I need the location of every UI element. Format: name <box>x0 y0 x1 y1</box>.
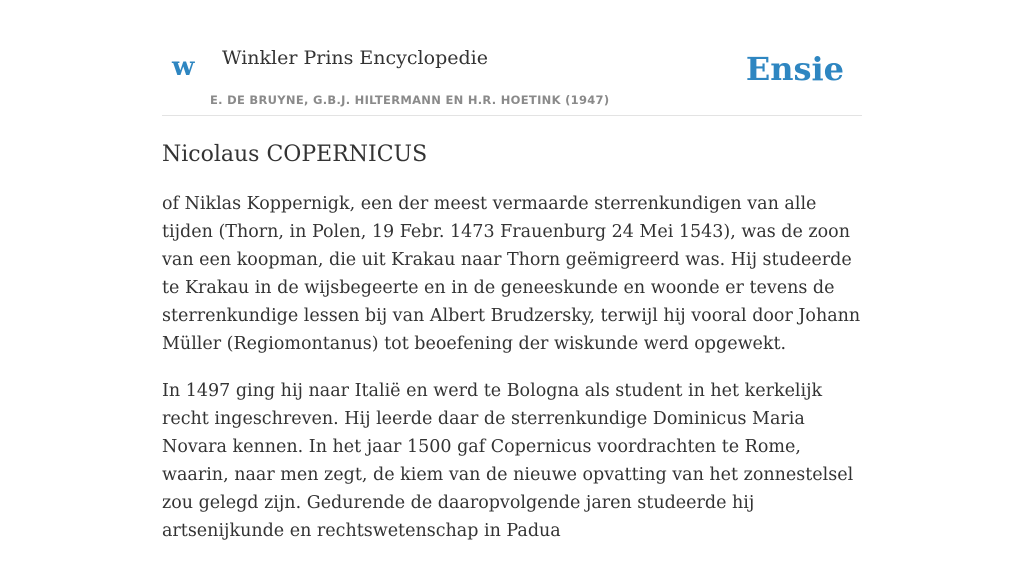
article-paragraph-2: In 1497 ging hij naar Italië en werd te Bologna als student in het kerkelijk recht ingeschreven. Hij leerde daar de sterrenkundige Dominicus Maria Novara kennen. In het jaar 1500 gaf Copernicus voordrachten te Rome, waarin, naar men zegt, de kiem van de nieuwe opvatting van het zonnestelsel zou gelegd zijn. Gedurende de daaropvolgende jaren studeerde hij artsenijkunde en rechtswetenschap in Padua <box>162 381 854 541</box>
article-paragraph-1: of Niklas Koppernigk, een der meest vermaarde sterrenkundigen van alle tijden (Thorn, in Polen, 19 Febr. 1473 Frauenburg 24 Mei 1543), was de zoon van een koopman, die uit Krakau naar Thorn geëmigreerd was. Hij studeerde te Krakau in de wijsbegeerte en in de geneeskunde en woonde er tevens de sterrenkundige lessen bij van Albert Brudzersky, terwijl hij vooral door Johann Müller (Regiomontanus) tot beoefening der wiskunde werd opgewekt. <box>162 194 861 354</box>
source-authors: E. DE BRUYNE, G.B.J. HILTERMANN EN H.R. HOETINK (1947) <box>210 93 610 107</box>
ensie-logo-link[interactable]: Ensie <box>745 50 844 88</box>
article <box>162 138 862 564</box>
source-header <box>162 40 862 116</box>
winkler-prins-logo-icon[interactable]: w <box>172 52 195 82</box>
source-title[interactable]: Winkler Prins Encyclopedie <box>222 47 488 69</box>
entry-title: Nicolaus COPERNICUS <box>162 142 428 167</box>
